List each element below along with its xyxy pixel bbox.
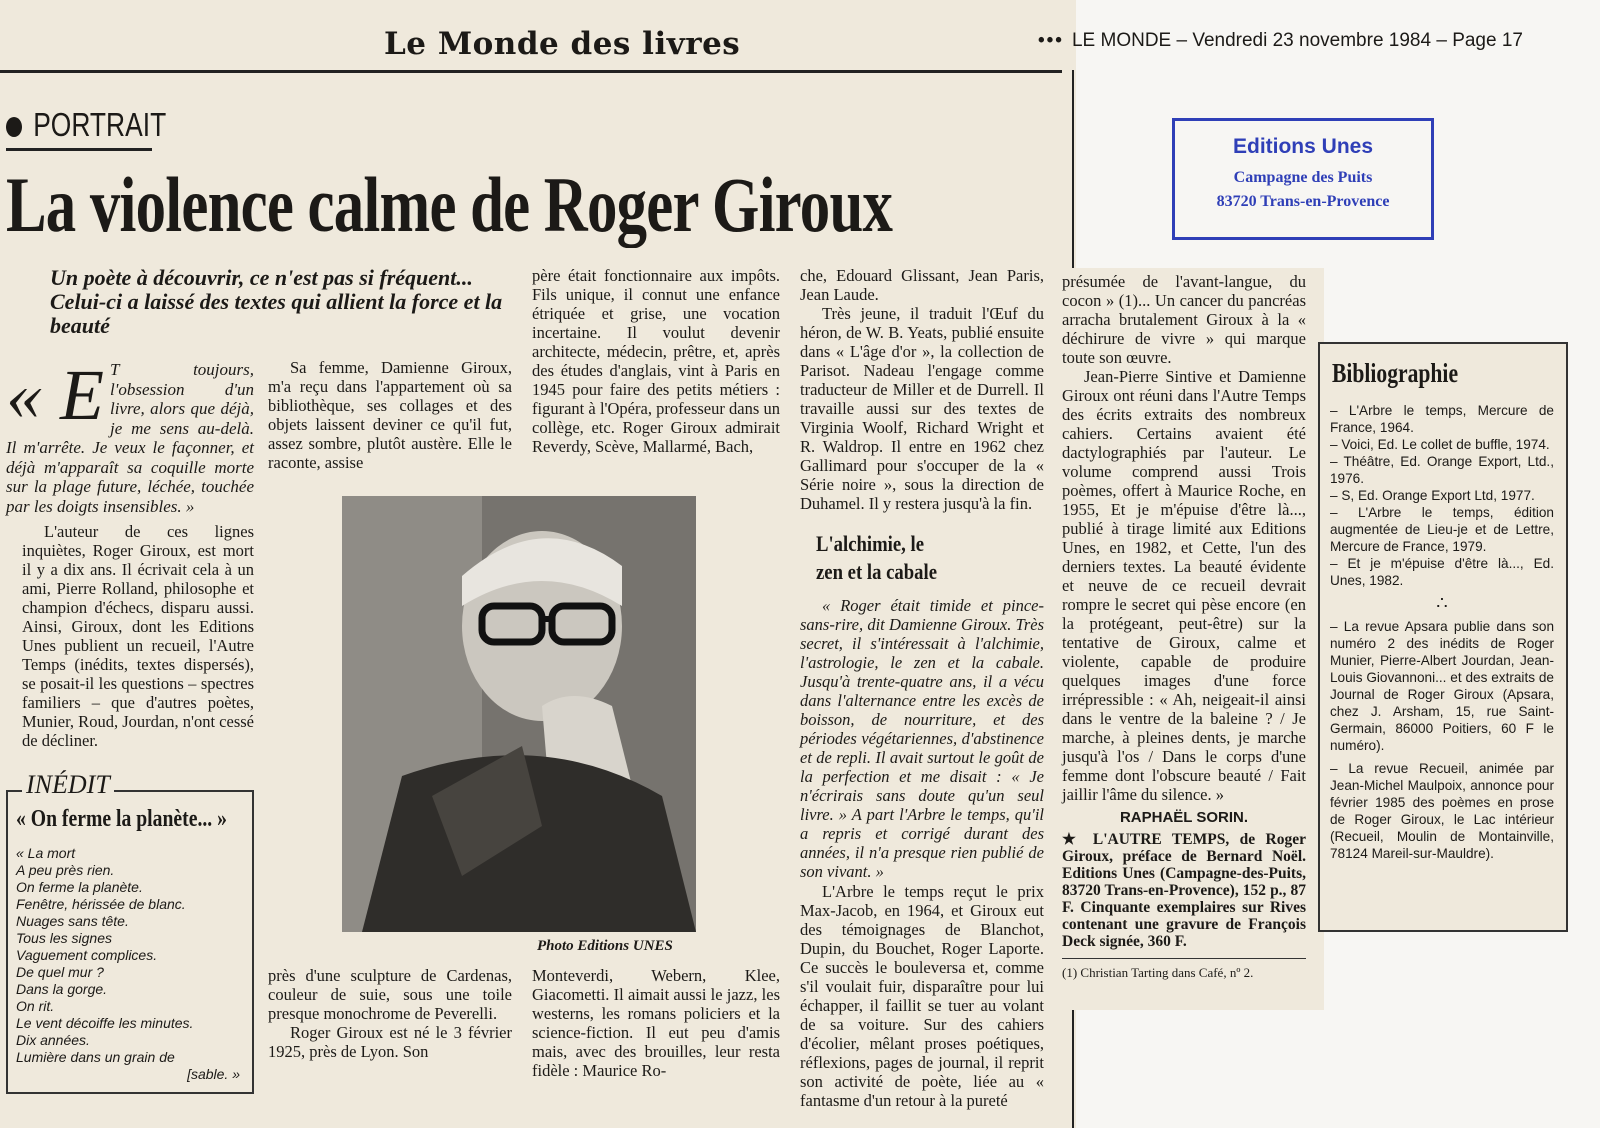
inedit-title: « On ferme la planète... » [16,806,227,832]
section-title: Le Monde des livres [384,26,741,62]
poem-line: Nuages sans tête. [16,913,129,929]
poem-line: On ferme la planète. [16,879,143,895]
stamp-line-2: Campagne des Puits [1233,169,1373,186]
column-2-top [268,358,512,472]
inedit-label: INÉDIT [22,770,114,800]
poem-line: Dans la gorge. [16,981,108,997]
paragraph: près d'une sculpture de Cardenas, couleur de suie, sous une toile presque monochrome de Peverelli. [268,966,512,1023]
paragraph: père était fonctionnaire aux impôts. Fils unique, il connut une enfance étriquée et grise, une vocation incertaine. Il voulut devenir architecte, médecin, prêtre, et, après des études d'anglais, vint à Paris en 1945 pour faire des petits métiers : figurant à l'Opéra, professeur dans un collège, etc. Roger Giroux admirait Reverdy, Scève, Mallarmé, Bach, [532,266,780,456]
bibliography-item: – Et je m'épuise d'être là..., Ed. Unes, 1982. [1330,556,1554,588]
paragraph: Jean-Pierre Sintive et Damienne Giroux ont réuni dans l'Autre Temps des écrits extraits des nombreux cahiers. Certains avaient été dactylographiés par l'auteur. Le volume comprend aussi Trois poèmes, offert à Maurice Roche, en 1955, Et je m'épuise d'être là..., publié à tirage limité aux Editions Unes, en 1982, et Cette, l'un des derniers textes. La beauté évidente et neuve de ce recueil devrait rompre le secret qui pèse encore (en la protégeant, peut-être) sur la tentative de Giroux, calme et violente, capable de produire quelques images d'une force irrépressible : « Ah, neigeait-il ainsi dans le ventre de la baleine ? / Je marche, à pleines dents, je marche jusqu'à l'os / Dans le corps d'une femme dont l'obscure beauté / Fait jaillir l'âme du silence. » [1062,367,1306,804]
poem-line: Dix années. [16,1032,90,1048]
bullet-icon [6,117,22,137]
poem-line: Tous les signes [16,930,112,946]
photo-caption: Photo Editions UNES [537,938,673,954]
paper-date-line: LE MONDE – Vendredi 23 novembre 1984 – Page 17 [1071,30,1523,51]
poem-line: De quel mur ? [16,964,104,980]
paragraph: L'auteur de ces lignes inquiètes, Roger Giroux, est mort il y a dix ans. Il écrivait cela à un ami, Pierre Rolland, philosophe et champion d'échecs, disparu aussi. Ainsi, Giroux, dont les Editions Unes publient un recueil, l'Autre Temps (inédits, textes dispersés), se posait-il les questions – spectres familiers – que d'autres poètes, Munier, Roud, Jourdan, n'ont cessé de décliner. [22,522,254,750]
poem-line: Lumière dans un grain de [16,1049,175,1065]
bibliography-title: Bibliographie [1332,358,1459,388]
portrait-illustration [342,496,696,932]
poem-line: [sable. » [187,1066,240,1082]
column-3-bottom [532,966,780,1080]
kicker [6,106,166,144]
subheading: L'alchimie, le zen et la cabale [816,531,938,584]
headline: La violence calme de Roger Giroux [6,161,893,248]
bibliography-item: – S, Ed. Orange Export Ltd, 1977. [1330,488,1535,503]
poem-line: A peu près rien. [16,862,115,878]
bibliography-list [1330,402,1554,862]
bibliography-item: – L'Arbre le temps, édition augmentée de Lieu-je et de Lettre, Mercure de France, 1979. [1330,505,1554,554]
dropcap: « E [6,355,104,435]
opening-quote [6,355,254,516]
paragraph: Très jeune, il traduit l'Œuf du héron, de W. B. Yeats, publié ensuite dans « L'âge d'or », la collection de Parisot. Nadeau l'engage comme traducteur de Miller et de Durrell. Il travaille aussi sur des textes de Virginia Woolf, Richard Wright et R. Waldrop. Il entre en 1962 chez Gallimard pour s'occuper de la « Série noire », sous la direction de Duhamel. Il y restera jusqu'à la fin. [800,304,1044,513]
stamp-line-3: 83720 Trans-en-Provence [1216,193,1390,210]
author-signature: RAPHAËL SORIN. [1119,809,1249,826]
bibliography-note: – La revue Recueil, animée par Jean-Michel Maulpoix, annonce pour février 1985 des poèmes en prose de Roger Giroux, le Lac intérieur (Recueil, Moulin de Montainville, 78124 Mareil-sur-Mauldre). [1330,761,1554,861]
column-4-quote [800,596,1044,881]
book-credits: ★ L'AUTRE TEMPS, de Roger Giroux, préface de Bernard Noël. Editions Unes (Campagne-des-Puits, 83720 Trans-en-Provence), 152 p., 87 F. Cinquante exemplaires sur Rives contenant une gravure de François Deck signée, 360 F. [1062,831,1306,950]
paragraph: Sa femme, Damienne Giroux, m'a reçu dans l'appartement où sa bibliothèque, ses collages et des objets laissent deviner ce qu'il fut, assez sombre, plutôt austère. Elle le raconte, assise [268,358,512,472]
poem-line: Le vent décoiffe les minutes. [16,1015,194,1031]
author-photo [342,496,696,932]
bibliography-item: – L'Arbre le temps, Mercure de France, 1964. [1330,403,1554,435]
column-1 [22,522,254,750]
quote-text: T toujours, l'obsession d'un livre, alors que déjà, je me sens au-delà. Il m'arrête. Je veux le façonner, et déjà m'apparaît sa coquille morte sur la plage future, léchée, touchée par les doigts insensibles. » [6,360,254,516]
poem-line: « La mort [16,845,76,861]
bibliography-item: – Voici, Ed. Le collet de buffle, 1974. [1330,437,1550,452]
bibliography-item: – Théâtre, Ed. Orange Export, Ltd., 1976. [1330,454,1554,486]
kicker-label: PORTRAIT [33,106,167,143]
column-4-top [800,266,1044,513]
bibliography-note: – La revue Apsara publie dans son numéro 2 des inédits de Roger Munier, Pierre-Albert Jourdan, Jean-Louis Giovannoni... et des extraits de Journal de Roger Giroux (Apsara, chez J. Arsham, 15, rue Saint-Germain, 86000 Poitiers, 60 F le numéro). [1330,619,1554,753]
publisher-stamp [1172,118,1434,240]
paper-info [1038,30,1523,52]
stamp-line-1: Editions Unes [1232,135,1374,158]
column-2-bottom [268,966,512,1061]
separator-icon: ∴ [1436,593,1448,613]
footnote: (1) Christian Tarting dans Café, nº 2. [1062,958,1306,980]
column-5 [1062,272,1306,980]
kicker-rule [6,148,152,151]
poem-line: On rit. [16,998,55,1014]
paragraph: « Roger était timide et pince-sans-rire, dit Damienne Giroux. Très secret, il s'intéressait à l'alchimie, l'astrologie, le zen et la cabale. Jusqu'à trente-quatre ans, il a vécu dans l'alternance entre les excès de boisson, de nourriture, et des périodes végétariennes, d'abstinence et de repli. Il avait surtout le goût de la perfection et me disait : « Je n'écrirais sans doute qu'un seul livre. » A part l'Arbre le temps, qu'il a repris et corrigé durant des années, il n'a presque rien publié de son vivant. » [800,596,1044,881]
poem [16,845,246,1083]
paragraph: Monteverdi, Webern, Klee, Giacometti. Il aimait aussi le jazz, les westerns, les romans policiers et la science-fiction. Il eut peu d'amis mais, avec des brouilles, leur resta fidèle : Maurice Ro- [532,966,780,1080]
paragraph: présumée de l'avant-langue, du cocon » (1)... Un cancer du pancréas arracha brutalement Giroux à la « déchirure de vivre » qui marque toute son œuvre. [1062,272,1306,367]
deck: Un poète à découvrir, ce n'est pas si fréquent... Celui-ci a laissé des textes qui allient la force et la beauté [50,265,503,338]
poem-line: Vaguement complices. [16,947,158,963]
paragraph: Roger Giroux est né le 3 février 1925, près de Lyon. Son [268,1023,512,1061]
paragraph: L'Arbre le temps reçut le prix Max-Jacob, en 1964, et Giroux eut des témoignages de Blanchot, Dupin, du Bouchet, Roger Laporte. Ce succès le bouleversa et, comme s'il voulait fuir, disparaître pour lui échapper, il faillit se tuer au volant de sa voiture. Sur des cahiers d'écolier, mêlant proses poétiques, réflexions, pages de journal, il reprit son activité de poète, liée au « fantasme d'un retour à la pureté [800,882,1044,1110]
column-4-bottom [800,882,1044,1110]
poem-line: Fenêtre, hérissée de blanc. [16,896,186,912]
masthead-rule [0,70,1062,73]
paragraph: che, Edouard Glissant, Jean Paris, Jean Laude. [800,266,1044,304]
masthead-dots: ••• [1038,30,1064,51]
column-3-top [532,266,780,456]
